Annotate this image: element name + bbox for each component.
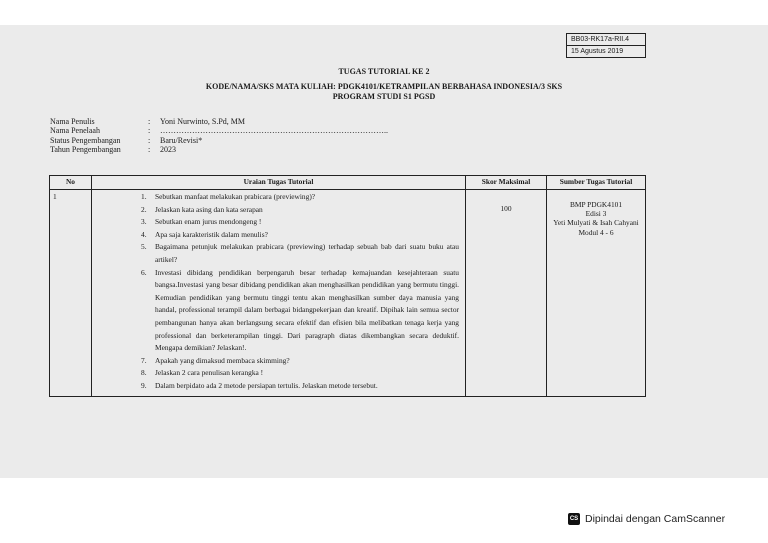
question-item: 7. Apakah yang dimaksud membaca skimming? [141,355,290,365]
meta-label: Nama Penulis [50,117,95,126]
page-title: TUGAS TUTORIAL KE 2 [338,67,430,76]
source-line: Yeti Mulyati & Isah Cahyani [553,218,639,228]
meta-row: Nama Penelaah : ………………………………………………………………………….. [50,126,388,136]
author-meta [50,117,388,155]
meta-row: Nama Penulis : Yoni Nurwinto, S.Pd, MM [50,117,245,126]
meta-label: Status Pengembangan [50,135,121,145]
header-tasks: Uraian Tugas Tutorial [92,176,466,190]
question-item: 8. Jelaskan 2 cara penulisan kerangka ! [141,368,264,378]
question-item: 3. Sebutkan enam jurus mendongeng ! [141,217,262,227]
document-code: BB03-RK17a-RII.4 [571,36,629,43]
source-line: Edisi 3 [585,209,607,219]
meta-label: Nama Penelaah [50,126,100,136]
header-max-score: Skor Maksimal [466,176,547,190]
question-item: 6. Investasi dibidang pendidikan berpengaruh besar terhadap kemajuandan kesejahteraan suatu bangsa.Investasi yang besar dibidang pendidikan akan menghasilkan pendidikan yang bermutu tinggi. Kemudian pendidikan yang bermutu tinggi tentu akan menghasilkan sumber daya manusia yang handal, professional terampil dalam berbagai bidangpekerjaan dan kreatif. Dipihak lain semua sector pembangunan hanya akan berlangsung secara efektif dan efisien bila melibatkan tenaga kerja yang professional dan berketerampilan tinggi. Dari paragraph diatas dikembangkan secara deduktif. Mengapa demikian? Jelaskan!. [141,267,459,353]
meta-value: 2023 [160,145,176,155]
source-cell [547,190,646,397]
question-item: 4. Apa saja karakteristik dalam menulis? [141,229,268,239]
source-line: BMP PDGK4101 [569,200,623,209]
header-source: Sumber Tugas Tutorial [547,176,646,190]
task-table [49,175,646,397]
camscanner-icon: CS [568,513,580,525]
meta-label: Tahun Pengembangan [50,145,121,155]
question-item: 2. Jelaskan kata asing dan kata serapan [141,204,263,214]
program-line: PROGRAM STUDI S1 PGSD [332,92,436,101]
camscanner-label: Dipindai dengan CamScanner [585,513,726,525]
meta-value: ………………………………………………………………………….. [160,126,388,136]
table-row [50,190,646,397]
table-header-row [50,176,646,190]
source-line: Modul 4 - 6 [578,227,614,237]
question-item: 5. Bagaimana petunjuk melakukan prabicara (previewing) terhadap sebuah bab dari suatu buku atau artikel? [141,242,459,264]
row-number: 1 [50,190,92,397]
question-item: 9. Dalam berpidato ada 2 metode persiapan tertulis. Jelaskan metode tersebut. [141,380,378,390]
meta-value: Yoni Nurwinto, S.Pd, MM [160,117,245,126]
meta-value: Baru/Revisi* [160,135,203,145]
meta-row: Status Pengembangan : Baru/Revisi* [50,135,203,145]
max-score: 100 [466,190,547,397]
meta-row: Tahun Pengembangan : 2023 [50,145,176,155]
header-no: No [50,176,92,190]
task-list [92,190,466,397]
document-date: 15 Agustus 2019 [567,45,645,57]
question-item: 1. Sebutkan manfaat melakukan prabicara (previewing)? [141,192,316,201]
course-line: KODE/NAMA/SKS MATA KULIAH: PDGK4101/KETRAMPILAN BERBAHASA INDONESIA/3 SKS [205,82,563,91]
camscanner-watermark [568,513,725,525]
document-code-box [566,33,646,58]
